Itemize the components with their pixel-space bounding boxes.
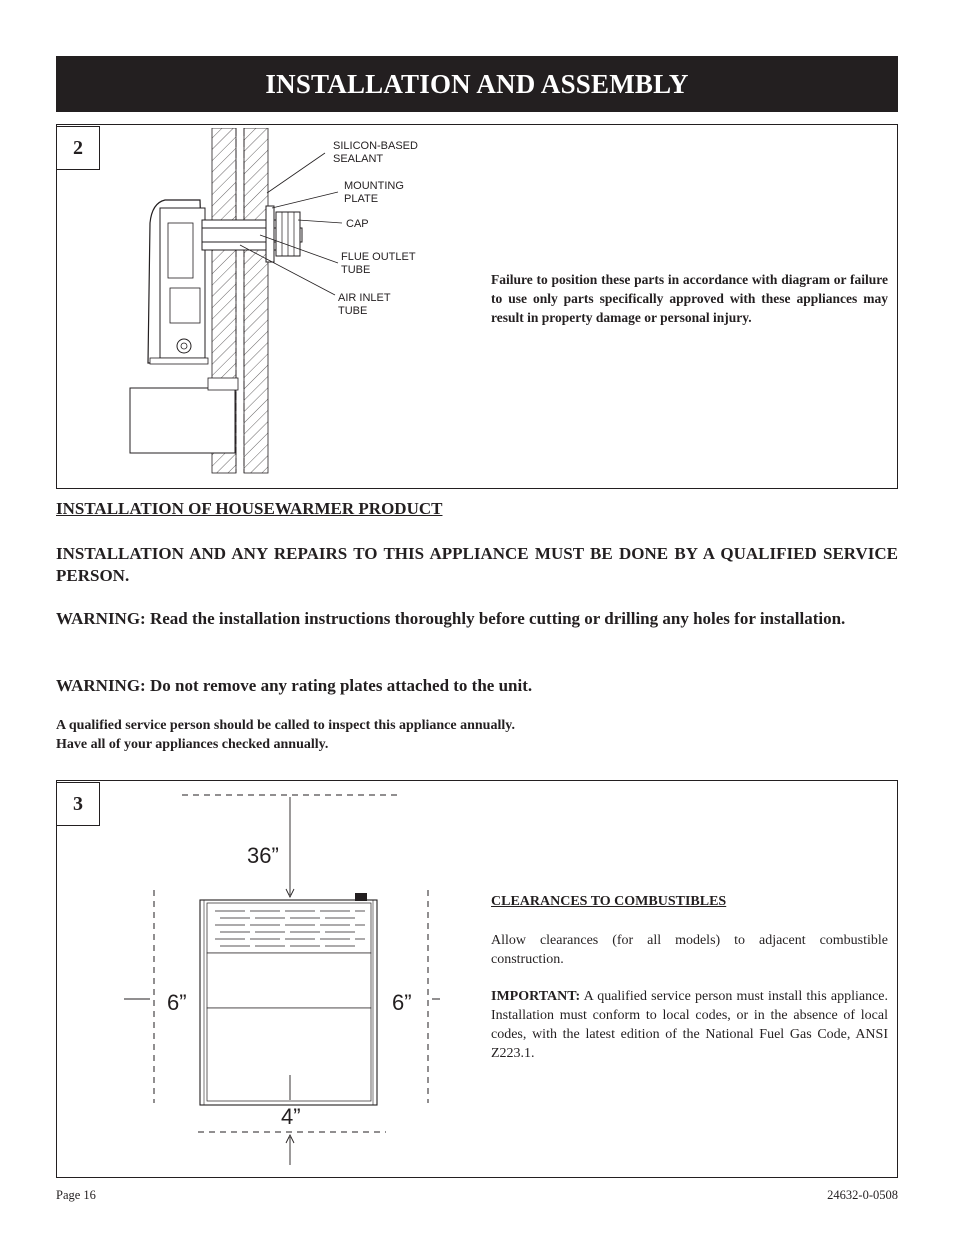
label-sealant-line1: SILICON-BASED [333,140,418,152]
dimension-right-clearance: 6” [392,990,412,1015]
page-title: INSTALLATION AND ASSEMBLY [265,69,689,99]
label-air-inlet [338,292,391,318]
label-cap: CAP [346,218,369,230]
wall-hatch-outer [244,128,268,473]
dimension-bottom-clearance: 4” [281,1104,301,1129]
label-air-line1: AIR INLET [338,292,391,304]
label-air-line2: TUBE [338,305,368,317]
installation-heading: INSTALLATION OF HOUSEWARMER PRODUCT [56,499,443,518]
annual-inspection-line1: A qualified service person should be called to inspect this appliance annually. [56,718,515,733]
important-label: IMPORTANT: [491,989,581,1004]
important-paragraph [491,987,888,1063]
document-number: 24632-0-0508 [827,1188,898,1202]
label-mounting-line1: MOUNTING [344,180,404,192]
clearances-title: CLEARANCES TO COMBUSTIBLES [491,894,727,909]
label-mounting-plate [344,180,404,206]
dimension-left-clearance: 6” [167,990,187,1015]
label-silicon-sealant [333,140,418,166]
label-mounting-line2: PLATE [344,193,379,205]
important-text: A qualified service person must install this appliance. Installation must conform to local codes, or in the absence of local codes, with the latest edition of the National Fuel Gas Code, ANSI Z223.1. [491,989,888,1061]
label-flue-line2: TUBE [341,264,371,276]
warning-read-instructions: WARNING: Read the installation instructions thoroughly before cutting or drilling any holes for installation. [56,609,846,628]
warning-rating-plates: WARNING: Do not remove any rating plates attached to the unit. [56,676,533,695]
figure-2-warning: Failure to position these parts in accordance with diagram or failure to use only parts specifically approved with these appliances may result in property damage or personal injury. [491,272,888,325]
page-number: Page 16 [56,1188,96,1202]
label-flue-line1: FLUE OUTLET [341,251,416,263]
qualified-notice: INSTALLATION AND ANY REPAIRS TO THIS APPLIANCE MUST BE DONE BY A QUALIFIED SERVICE PERSON. [56,544,898,585]
annual-inspection-line2: Have all of your appliances checked annually. [56,737,329,752]
figure-2-number: 2 [56,126,100,170]
clearances-text: Allow clearances (for all models) to adjacent combustible construction. [491,933,888,967]
base-block [130,388,235,453]
mounting-plate [266,206,274,262]
label-sealant-line2: SEALANT [333,153,384,165]
dimension-top-clearance: 36” [247,843,279,868]
clearance-diagram [120,785,440,1170]
label-flue-outlet [341,251,416,277]
figure-3-number: 3 [56,782,100,826]
